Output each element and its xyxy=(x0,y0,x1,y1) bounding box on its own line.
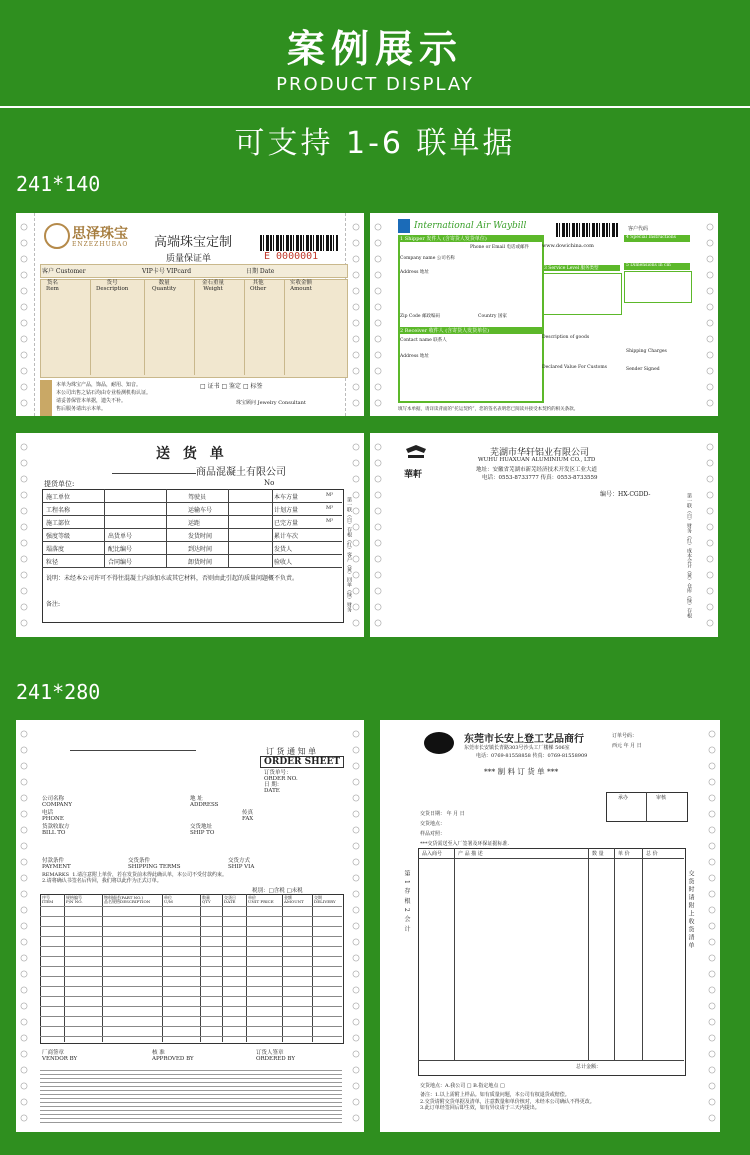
approval-divider xyxy=(646,792,647,822)
company-name: 商品混凝土有限公司 xyxy=(196,467,286,478)
company-phone: 电话：0769-81558858 传真：0769-81558909 xyxy=(476,753,588,759)
barcode xyxy=(260,235,338,251)
company-label: Company name 公司名称 xyxy=(400,256,455,261)
phone-label: Phone or Email 电话或邮件 xyxy=(470,245,529,250)
company-underline xyxy=(112,473,196,474)
phone-label: 电话 PHONE xyxy=(42,810,64,823)
column-divider xyxy=(454,848,455,1060)
header-divider xyxy=(418,858,684,859)
delivery-note: ***交货需送至入厂签署及环保证据标准. xyxy=(420,841,510,847)
column-header: 交期 DELIVERY xyxy=(314,895,336,905)
serial-number: E 0000001 xyxy=(264,251,319,262)
form-subtitle: 质量保证单 xyxy=(166,254,212,264)
form-material-order xyxy=(380,720,720,1132)
delivery-place-options: 交货地点：A.我公司 □ B.指定地点 □ xyxy=(420,1083,505,1089)
column-header: 实收金额 Amount xyxy=(290,280,313,293)
row-divider xyxy=(40,926,342,927)
column-header: 物料描述(PART NO.) 品名规格DESCRIPTION xyxy=(104,895,151,905)
column-divider xyxy=(588,848,589,1060)
date-label: 日 期： DATE xyxy=(264,782,283,795)
row-divider xyxy=(40,1036,342,1037)
row-divider xyxy=(40,976,342,977)
ship-to-label: 交货地址 SHIP TO xyxy=(190,824,215,837)
tractor-holes-right xyxy=(707,726,717,1126)
column-header: 总 价 xyxy=(646,851,658,857)
company-phone: 电话：0553-8733777 传真：0553-8733559 xyxy=(482,475,598,481)
note-line: 售后服务请出示本单。 xyxy=(56,406,107,412)
row-label: 到达时间 xyxy=(188,546,213,553)
row-divider xyxy=(40,1016,342,1017)
column-divider xyxy=(166,489,167,567)
service-box xyxy=(542,273,622,315)
column-header: 产 品 描 述 xyxy=(458,851,483,857)
total-label: 总计金额： xyxy=(576,1064,602,1070)
column-divider xyxy=(614,848,615,1060)
note-line: 请妥善保管本单据，遗失不补。 xyxy=(56,398,127,404)
service-label: 3 Service Level 服务类型 xyxy=(544,266,599,271)
product-table xyxy=(418,848,686,1076)
company-name: 芜湖市华轩铝业有限公司 xyxy=(490,448,590,458)
goods-label: Description of goods xyxy=(542,335,590,340)
row-label: 累计车次 xyxy=(274,533,299,540)
approved-signature: 核 准 APPROVED BY xyxy=(152,1050,194,1063)
dims-box xyxy=(624,271,692,303)
company-name-en: WUHU HUAXUAN ALUMINIUM CO., LTD xyxy=(478,457,596,463)
customer-row xyxy=(40,264,348,278)
copy-legend: 第一联（白）存根（红）客户（黄）回单（绿）财务 xyxy=(346,497,352,612)
receiver-label: 2 Receiver 收件人 (含寄货人发货单位) xyxy=(400,328,490,334)
column-header: 金额 AMOUNT xyxy=(284,895,304,905)
form-air-waybill xyxy=(370,213,718,416)
contact-label: Contact name 联系人 xyxy=(400,338,447,343)
form-title: 送 货 单 xyxy=(156,446,228,462)
unit-label: M³ xyxy=(326,505,334,511)
company-label: 公司名称 COMPANY xyxy=(42,796,72,809)
row-divider xyxy=(40,966,342,967)
company-logo-icon xyxy=(424,732,454,754)
tractor-holes-left xyxy=(19,219,29,410)
waybill-footnote: 填写本单据，请详读背面的“托运契约”，您的签名表明您已阅读并接受本契约的相关条款。 xyxy=(398,407,579,412)
company-address: 东莞市长安镇长青路303号沙头工厂楼梯 506室 xyxy=(464,745,570,751)
number-label: No xyxy=(264,479,275,487)
ship-via-label: 交货方式 SHIP VIA xyxy=(228,858,255,871)
address-label-2: Address 地址 xyxy=(400,354,429,359)
field-date: 日期 Date xyxy=(246,268,275,275)
row-label: 塌落度 xyxy=(46,546,65,553)
column-divider xyxy=(90,280,91,375)
size-label-small: 241*140 xyxy=(16,172,101,196)
row-label: 合同编号 xyxy=(108,559,133,566)
address-label: Address 地址 xyxy=(400,270,429,275)
row-divider xyxy=(40,906,342,907)
note-line: 本单为珠宝产品，饰品，耐用、知音。 xyxy=(56,382,142,388)
order-number: 编号：HX-CGDD- xyxy=(600,491,651,498)
column-header: 金石重量 Weight xyxy=(202,280,225,293)
row-divider xyxy=(40,956,342,957)
sample-label: 样品对照： xyxy=(420,831,446,837)
form-title-cn: 订 货 通 知 单 xyxy=(266,747,317,756)
column-header: 其他 Other xyxy=(250,280,267,293)
ship-terms-label: 交货条件 SHIPPING TERMS xyxy=(128,858,181,871)
tractor-holes-right xyxy=(351,219,361,410)
audit-label: 审核 xyxy=(656,795,667,801)
column-divider xyxy=(104,489,105,567)
terms-fine-print xyxy=(40,1068,342,1126)
column-divider xyxy=(244,280,245,375)
deliver-date-label: 交货日期： 年 月 日 xyxy=(420,811,465,817)
perforation-left xyxy=(34,213,35,416)
row-label: 计划方量 xyxy=(274,507,299,514)
column-divider xyxy=(642,848,643,1060)
column-header: 品入商号 xyxy=(422,851,443,857)
column-header: 规格编号 P/N NO. xyxy=(66,895,83,905)
brand-logo-icon xyxy=(44,223,70,249)
form-title: *** 制 料 订 货 单 *** xyxy=(484,767,559,776)
form-delivery-note xyxy=(16,433,364,637)
row-divider xyxy=(42,567,342,568)
brand-name-en: ENZEZHUBAO xyxy=(72,241,129,248)
ordered-signature: 订货人签章 ORDERED BY xyxy=(256,1050,295,1063)
column-divider xyxy=(194,280,195,375)
company-name-line xyxy=(70,750,196,751)
column-header: 单位 U/M xyxy=(164,895,173,905)
form-title: 高端珠宝定制 xyxy=(154,235,233,250)
support-banner xyxy=(0,108,750,164)
address-label: 地 址 ADDRESS xyxy=(190,796,219,809)
tractor-holes-right xyxy=(705,439,715,631)
order-no-label: 订货单号： ORDER NO. xyxy=(264,770,298,783)
tractor-holes-right xyxy=(351,726,361,1126)
customer-code: 客户代码 xyxy=(628,226,649,232)
row-divider xyxy=(40,1006,342,1007)
column-divider xyxy=(228,489,229,567)
row-label: 验收人 xyxy=(274,559,293,566)
row-label: 卸货时间 xyxy=(188,559,213,566)
column-header: 单 价 xyxy=(618,851,630,857)
row-label: 运输车号 xyxy=(188,507,213,514)
row-label: 工程名称 xyxy=(46,507,71,514)
order-no-label: 订单号码： xyxy=(612,733,638,739)
airline-logo-icon xyxy=(398,219,410,233)
zip-label: Zip Code 邮政编码 xyxy=(400,314,441,319)
column-divider xyxy=(272,489,273,567)
tax-options: 税别：□含税 □未税 xyxy=(252,888,303,894)
copy-legend-right: 交货时请附上收货清单 xyxy=(687,870,694,950)
row-label: 本车方量 xyxy=(274,494,299,501)
company-logo-icon xyxy=(404,445,428,465)
payment-label: 付款条件 PAYMENT xyxy=(42,858,71,871)
column-divider xyxy=(144,280,145,375)
website: www.dowichina.com xyxy=(542,243,594,249)
row-label: 配比编号 xyxy=(108,546,133,553)
deliver-place-label: 交货地点： xyxy=(420,821,446,827)
company-address: 地址：安徽省芜湖市新芜经济技术开发区工业大道 xyxy=(476,467,598,473)
form-jewelry-warranty xyxy=(16,213,364,416)
row-label: 强度等级 xyxy=(46,533,71,540)
column-header: 数量 QTY xyxy=(202,895,211,905)
customer-label: 提货单位: xyxy=(44,480,75,488)
copy-legend: 第一联（白）财务（红）成本会计（黄）仓库（绿）存根 xyxy=(686,493,692,618)
page-title: 案例展示 xyxy=(286,27,463,71)
row-label: 粒径 xyxy=(46,559,59,566)
row-divider xyxy=(40,1026,342,1027)
form-purchase-order xyxy=(370,433,718,637)
note-line: 本公司出售之钻石均由专业检测机构认证。 xyxy=(56,390,152,396)
brand-name: 思泽珠宝 xyxy=(72,226,128,242)
row-label: 已完方量 xyxy=(274,520,299,527)
dims-label: 5 Dimensions in cm xyxy=(626,263,671,268)
field-customer: 客户 Customer xyxy=(42,268,86,275)
column-header: 单价 UNIT PRICE xyxy=(248,895,274,905)
footer-remarks: 备注：1.以上需附上样品。如有质量问题，本公司有权退货或赔偿。 2.交货请附交货单据及清单，注意数量和单价核对，未经本公司确认不得更改。 3.此订单经签回后即生效，如有异议请于三天内提出。 xyxy=(420,1092,595,1111)
special-label: 4 Special Instructions xyxy=(626,235,676,240)
delivery-note-text: 说明：未经本公司许可不得往混凝土内添加水或其它材料，否则由此引起的质量问题概不负责。 xyxy=(46,575,299,582)
order-date: 西元 年 月 日 xyxy=(612,743,642,749)
tractor-holes-left xyxy=(373,439,383,631)
row-label: 运距 xyxy=(188,520,201,527)
row-divider xyxy=(42,554,342,555)
bill-to-label: 货款收取方 BILL TO xyxy=(42,824,70,837)
notes-marker xyxy=(40,380,52,416)
remark-label: 备注: xyxy=(46,601,61,608)
charges-label: Shipping Charges xyxy=(626,349,667,354)
row-divider xyxy=(42,528,342,529)
row-label: 出货单号 xyxy=(108,533,133,540)
consultant-label: 珠宝顾问 Jewelry Consultant xyxy=(236,400,306,406)
row-divider xyxy=(40,916,342,917)
support-text: 可支持 1-6 联单据 xyxy=(234,126,516,161)
unit-label: M³ xyxy=(326,518,334,524)
row-divider xyxy=(42,515,342,516)
row-label: 施工单位 xyxy=(46,494,71,501)
check-options: □ 证书 □ 鉴定 □ 标签 xyxy=(200,383,263,390)
row-label: 发货人 xyxy=(274,546,293,553)
form-title-en: ORDER SHEET xyxy=(260,756,344,768)
column-header: 货名 Item xyxy=(46,280,59,293)
copy-legend-left: 第1存根2会计 xyxy=(403,870,410,936)
fax-label: 传真 FAX xyxy=(242,810,254,823)
row-label: 驾驶员 xyxy=(188,494,207,501)
column-header: 序号 ITEM xyxy=(42,895,54,905)
country-label: Country 国家 xyxy=(478,314,507,319)
waybill-logo: International Air Waybill xyxy=(414,221,527,231)
unit-label: M³ xyxy=(326,492,334,498)
row-label: 施工部位 xyxy=(46,520,71,527)
tractor-holes-left xyxy=(19,439,29,631)
tractor-holes-left xyxy=(373,219,383,410)
approve-label: 承办 xyxy=(618,795,629,801)
form-order-sheet xyxy=(16,720,364,1132)
barcode xyxy=(556,223,618,237)
vendor-signature: 厂商签章 VENDOR BY xyxy=(42,1050,78,1063)
column-header: 货号 Description xyxy=(96,280,129,293)
row-divider xyxy=(40,936,342,937)
row-divider xyxy=(40,986,342,987)
row-divider xyxy=(42,502,342,503)
sender-signed-label: Sender Signed xyxy=(626,367,660,372)
shipper-label: 1 Shipper 发件人 (含寄货人发货单位) xyxy=(400,236,487,242)
remarks-text: REMARKS 1.请注意附上单价，若在发货前未得此确认单，本公司不受付款约束。 2.请将确认书签名后传回，我们将以此作为正式订单。 xyxy=(42,872,228,884)
column-header: 数 量 xyxy=(592,851,604,857)
row-divider xyxy=(42,541,342,542)
row-label: 发货时间 xyxy=(188,533,213,540)
column-header: 交货日 DATE xyxy=(224,895,236,905)
field-vip: VIP卡号 VIPcard xyxy=(142,268,192,275)
tractor-holes-left xyxy=(19,726,29,1126)
logo-text: 華軒 xyxy=(404,470,423,480)
row-divider xyxy=(40,996,342,997)
page-subtitle: PRODUCT DISPLAY xyxy=(276,74,474,95)
column-header: 数量 Quantity xyxy=(152,280,177,293)
total-divider xyxy=(418,1060,684,1061)
row-divider xyxy=(40,946,342,947)
column-divider xyxy=(284,280,285,375)
company-name: 东莞市长安上登工艺品商行 xyxy=(464,734,584,745)
tractor-holes-right xyxy=(705,219,715,410)
declared-label: Declared Value For Customs xyxy=(542,365,607,370)
size-label-large: 241*280 xyxy=(16,680,101,704)
